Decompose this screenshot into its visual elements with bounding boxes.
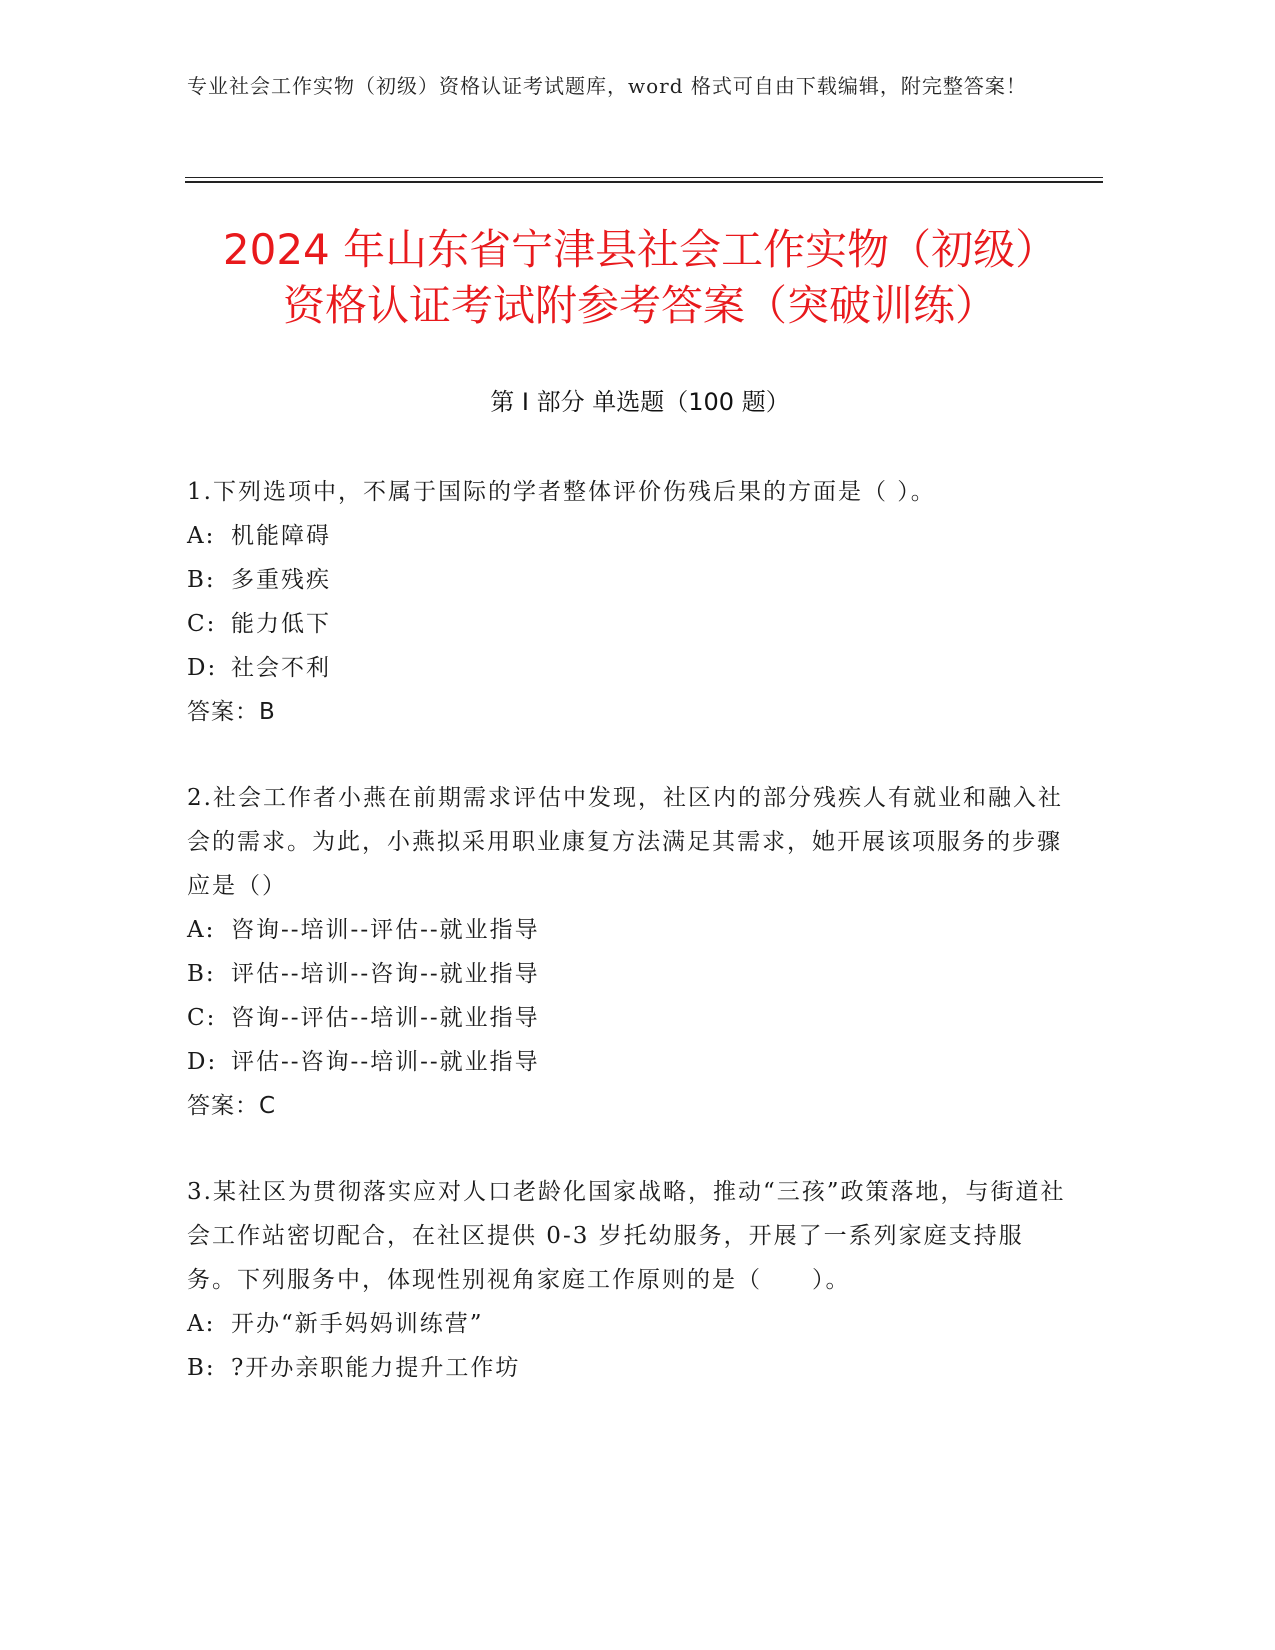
answer: 答案：B xyxy=(187,699,276,725)
title-line-1: 2024 年山东省宁津县社会工作实物（初级） xyxy=(222,225,1058,274)
option-key: B: xyxy=(187,567,216,593)
option-text: 评估--培训--咨询--就业指导 xyxy=(231,961,540,987)
option-b xyxy=(187,1346,1067,1390)
option-key: B: xyxy=(187,961,216,987)
option-text: 开办“新手妈妈训练营” xyxy=(231,1311,484,1337)
option-key: C: xyxy=(187,611,217,637)
option-text: 能力低下 xyxy=(231,611,331,637)
option-text: 咨询--评估--培训--就业指导 xyxy=(231,1005,540,1031)
answer: 答案：C xyxy=(187,1093,277,1119)
option-a xyxy=(187,514,1067,558)
option-key: B: xyxy=(187,1355,216,1381)
option-b xyxy=(187,952,1067,996)
question-stem: 3.某社区为贯彻落实应对人口老龄化国家战略，推动“三孩”政策落地，与街道社会工作站密切配合，在社区提供 0-3 岁托幼服务，开展了一系列家庭支持服务。下列服务中，体现性别视角家庭工作原则的是（ ）。 xyxy=(187,1179,1066,1293)
option-key: A: xyxy=(187,1311,216,1337)
question-3 xyxy=(187,1170,1067,1390)
option-key: A: xyxy=(187,523,216,549)
question-1 xyxy=(187,470,1067,734)
option-text: 评估--咨询--培训--就业指导 xyxy=(231,1049,540,1075)
option-text: ?开办亲职能力提升工作坊 xyxy=(231,1355,521,1381)
question-stem: 2.社会工作者小燕在前期需求评估中发现，社区内的部分残疾人有就业和融入社会的需求。为此，小燕拟采用职业康复方法满足其需求，她开展该项服务的步骤应是（） xyxy=(187,785,1063,899)
option-key: C: xyxy=(187,1005,217,1031)
option-text: 社会不利 xyxy=(231,655,331,681)
option-text: 咨询--培训--评估--就业指导 xyxy=(231,917,540,943)
question-2 xyxy=(187,776,1067,1128)
document-title xyxy=(140,222,1140,334)
section-heading: 第 I 部分 单选题（100 题） xyxy=(490,388,790,416)
option-key: A: xyxy=(187,917,216,943)
option-c xyxy=(187,602,1067,646)
header-divider-thick xyxy=(185,181,1103,183)
question-stem: 1.下列选项中，不属于国际的学者整体评价伤残后果的方面是（ ）。 xyxy=(187,479,936,505)
option-text: 机能障碍 xyxy=(231,523,331,549)
header-note: 专业社会工作实物（初级）资格认证考试题库，word 格式可自由下载编辑，附完整答案！ xyxy=(187,74,1027,98)
option-a xyxy=(187,908,1067,952)
title-line-2: 资格认证考试附参考答案（突破训练） xyxy=(282,281,997,330)
question-list xyxy=(187,470,1067,1432)
option-d xyxy=(187,1040,1067,1084)
option-key: D: xyxy=(187,1049,218,1075)
option-b xyxy=(187,558,1067,602)
option-d xyxy=(187,646,1067,690)
option-c xyxy=(187,996,1067,1040)
option-a xyxy=(187,1302,1067,1346)
option-text: 多重残疾 xyxy=(231,567,331,593)
option-key: D: xyxy=(187,655,218,681)
header-divider xyxy=(185,177,1103,178)
